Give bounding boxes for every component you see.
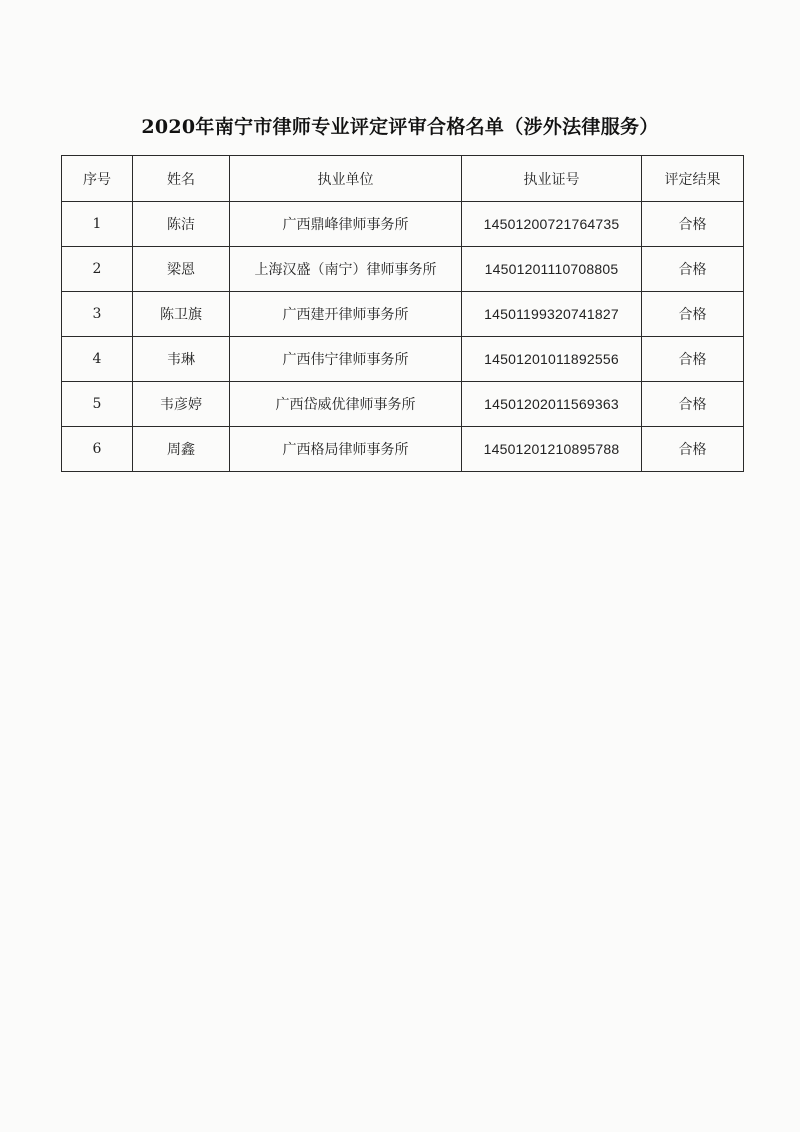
header-result: 评定结果 bbox=[642, 156, 744, 202]
row-unit: 广西鼎峰律师事务所 bbox=[230, 202, 462, 247]
header-name: 姓名 bbox=[133, 156, 230, 202]
table-row bbox=[62, 247, 744, 292]
row-unit: 广西伟宁律师事务所 bbox=[230, 337, 462, 382]
row-result: 合格 bbox=[642, 382, 744, 427]
row-result: 合格 bbox=[642, 292, 744, 337]
row-no: 4 bbox=[62, 337, 133, 382]
row-result: 合格 bbox=[642, 337, 744, 382]
row-name: 韦琳 bbox=[133, 337, 230, 382]
document-title: 2020年南宁市律师专业评定评审合格名单（涉外法律服务） bbox=[141, 116, 659, 138]
row-result: 合格 bbox=[642, 202, 744, 247]
table-row bbox=[62, 202, 744, 247]
header-unit: 执业单位 bbox=[230, 156, 462, 202]
table-row bbox=[62, 337, 744, 382]
table-header-row bbox=[62, 156, 744, 202]
row-no: 6 bbox=[62, 427, 133, 472]
row-no: 3 bbox=[62, 292, 133, 337]
table-row bbox=[62, 382, 744, 427]
qualified-lawyers-table bbox=[61, 155, 744, 472]
row-result: 合格 bbox=[642, 247, 744, 292]
row-no: 1 bbox=[62, 202, 133, 247]
table-row bbox=[62, 427, 744, 472]
row-unit: 广西建开律师事务所 bbox=[230, 292, 462, 337]
table-row bbox=[62, 292, 744, 337]
row-cert: 14501200721764735 bbox=[462, 202, 642, 247]
row-unit: 广西岱威优律师事务所 bbox=[230, 382, 462, 427]
row-cert: 14501201110708805 bbox=[462, 247, 642, 292]
row-cert: 14501199320741827 bbox=[462, 292, 642, 337]
row-no: 5 bbox=[62, 382, 133, 427]
row-name: 陈卫旗 bbox=[133, 292, 230, 337]
row-result: 合格 bbox=[642, 427, 744, 472]
header-no: 序号 bbox=[62, 156, 133, 202]
row-name: 周鑫 bbox=[133, 427, 230, 472]
header-cert: 执业证号 bbox=[462, 156, 642, 202]
row-name: 韦彦婷 bbox=[133, 382, 230, 427]
row-name: 梁恩 bbox=[133, 247, 230, 292]
row-unit: 上海汉盛（南宁）律师事务所 bbox=[230, 247, 462, 292]
row-unit: 广西格局律师事务所 bbox=[230, 427, 462, 472]
row-cert: 14501202011569363 bbox=[462, 382, 642, 427]
row-cert: 14501201210895788 bbox=[462, 427, 642, 472]
row-cert: 14501201011892556 bbox=[462, 337, 642, 382]
row-no: 2 bbox=[62, 247, 133, 292]
row-name: 陈洁 bbox=[133, 202, 230, 247]
